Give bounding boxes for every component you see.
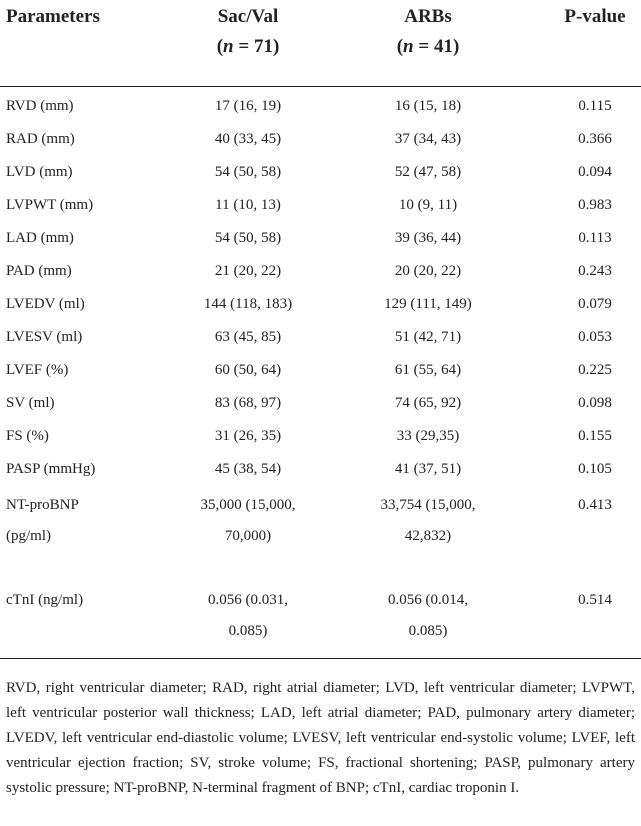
row-pvalue: 0.053 — [578, 329, 612, 345]
table-footnote: RVD, right ventricular diameter; RAD, right atrial diameter; LVD, left ventricular diameter; LVPWT, left ventricular posterior wall thickness; LAD, left atrial diameter; PAD, pulmonary artery diameter; LVEDV, left ventricular end-diastolic volume; LVESV, left ventricular end-systolic volume; LVEF, left ventricular ejection fraction; SV, stroke volume; FS, fractional shortening; PASP, pulmonary artery systolic pressure; NT-proBNP, N-terminal fragment of BNP; cTnI, cardiac troponin I. — [6, 680, 635, 796]
row-pvalue: 0.115 — [578, 98, 612, 114]
header-arbs-n: (n = 41) — [396, 36, 460, 57]
row-pvalue: 0.098 — [578, 395, 612, 411]
row-param: FS (%) — [6, 428, 49, 444]
row-arbs: 41 (37, 51) — [394, 461, 462, 477]
row-ntprobnp-param: NT-proBNP — [6, 497, 79, 513]
header-sacval-name: Sac/Val — [217, 6, 279, 27]
row-arbs: 51 (42, 71) — [394, 329, 462, 345]
row-arbs: 33 (29,35) — [396, 428, 460, 444]
row-sacval: 83 (68, 97) — [214, 395, 282, 411]
header-sacval-n: (n = 71) — [216, 36, 280, 57]
row-ctni-arbs: 0.056 (0.014, — [388, 592, 468, 608]
row-pvalue: 0.243 — [578, 263, 612, 279]
row-sacval: 54 (50, 58) — [214, 230, 282, 246]
row-sacval: 31 (26, 35) — [214, 428, 282, 444]
table-bottom-rule — [0, 658, 641, 659]
header-parameters: Parameters — [6, 6, 100, 27]
row-param: LVEF (%) — [6, 362, 69, 378]
row-sacval: 54 (50, 58) — [214, 164, 282, 180]
row-sacval: 11 (10, 13) — [215, 197, 281, 213]
row-sacval: 60 (50, 64) — [214, 362, 282, 378]
row-pvalue: 0.094 — [578, 164, 612, 180]
row-arbs: 37 (34, 43) — [394, 131, 462, 147]
row-sacval: 40 (33, 45) — [214, 131, 282, 147]
row-param: SV (ml) — [6, 395, 55, 411]
row-ctni-pvalue: 0.514 — [578, 592, 612, 608]
row-sacval: 63 (45, 85) — [214, 329, 282, 345]
row-param: LVESV (ml) — [6, 329, 83, 345]
row-sacval: 45 (38, 54) — [214, 461, 282, 477]
row-ntprobnp-param-unit: (pg/ml) — [6, 528, 51, 544]
row-param: RVD (mm) — [6, 98, 74, 114]
row-arbs: 61 (55, 64) — [394, 362, 462, 378]
row-ctni-sacval-cont: 0.085) — [228, 623, 268, 639]
row-arbs: 74 (65, 92) — [394, 395, 462, 411]
row-param: RAD (mm) — [6, 131, 75, 147]
row-sacval: 21 (20, 22) — [214, 263, 282, 279]
row-arbs: 16 (15, 18) — [394, 98, 462, 114]
row-ctni-arbs-cont: 0.085) — [408, 623, 448, 639]
row-pvalue: 0.079 — [578, 296, 612, 312]
row-param: LVEDV (ml) — [6, 296, 85, 312]
row-pvalue: 0.113 — [578, 230, 612, 246]
header-sacval — [180, 2, 316, 62]
row-ntprobnp-sacval-cont: 70,000) — [224, 528, 272, 544]
row-ctni-sacval: 0.056 (0.031, — [208, 592, 288, 608]
row-pvalue: 0.105 — [578, 461, 612, 477]
row-ntprobnp-sacval: 35,000 (15,000, — [200, 497, 296, 513]
row-pvalue: 0.155 — [578, 428, 612, 444]
row-arbs: 20 (20, 22) — [394, 263, 462, 279]
row-pvalue: 0.366 — [578, 131, 612, 147]
header-arbs — [360, 2, 496, 62]
row-pvalue: 0.225 — [578, 362, 612, 378]
row-ntprobnp-arbs: 33,754 (15,000, — [380, 497, 476, 513]
header-divider — [0, 86, 641, 87]
row-arbs: 52 (47, 58) — [394, 164, 462, 180]
row-sacval: 144 (118, 183) — [203, 296, 293, 312]
row-pvalue: 0.983 — [578, 197, 612, 213]
row-sacval: 17 (16, 19) — [214, 98, 282, 114]
header-arbs-name: ARBs — [404, 6, 452, 27]
row-ntprobnp-arbs-cont: 42,832) — [404, 528, 452, 544]
row-ntprobnp-pvalue: 0.413 — [578, 497, 612, 513]
row-param: LVPWT (mm) — [6, 197, 94, 213]
row-arbs: 129 (111, 149) — [384, 296, 472, 312]
row-param: LAD (mm) — [6, 230, 74, 246]
header-pvalue: P-value — [564, 6, 626, 27]
row-arbs: 10 (9, 11) — [398, 197, 458, 213]
row-arbs: 39 (36, 44) — [394, 230, 462, 246]
row-ctni-param: cTnI (ng/ml) — [6, 592, 84, 608]
row-param: PASP (mmHg) — [6, 461, 96, 477]
row-param: PAD (mm) — [6, 263, 72, 279]
row-param: LVD (mm) — [6, 164, 73, 180]
